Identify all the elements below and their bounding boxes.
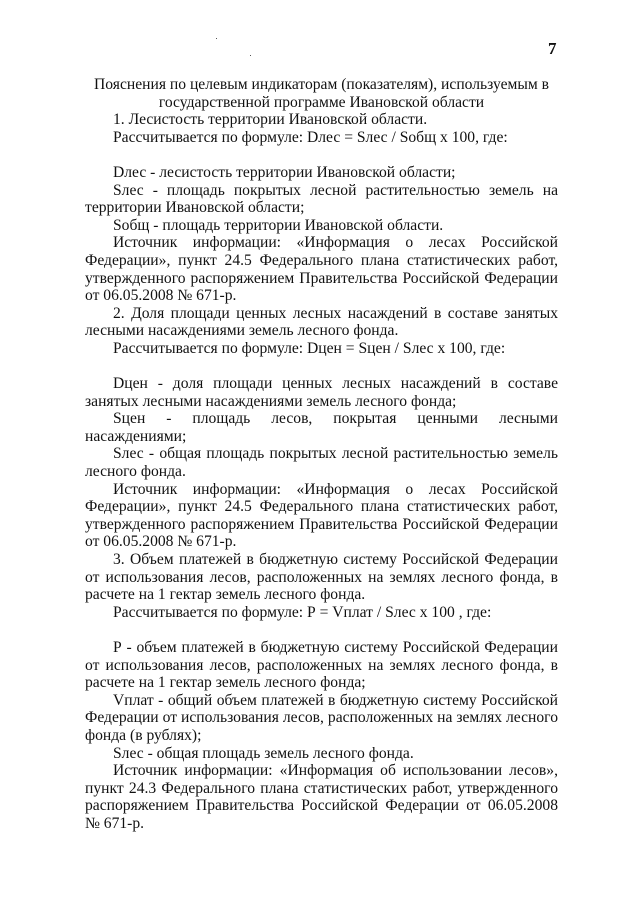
section-3 [85, 551, 558, 833]
spacer [85, 146, 558, 164]
definition: Sлес - площадь покрытых лесной растительностью земель на территории Ивановской области; [85, 181, 558, 217]
spacer [85, 358, 558, 376]
spacer [85, 621, 558, 639]
source: Источник информации: «Информация об использовании лесов», пункт 24.3 Федерального плана статистических работ, утвержденного распоряжением Правительства Российской Федерации от 06.05.2008 № 671-р. [85, 762, 558, 832]
title-line-1: Пояснения по целевым индикаторам (показателям), используемым в [94, 76, 549, 93]
definition: Sлес - общая площадь покрытых лесной растительностью земель лесного фонда. [85, 445, 558, 481]
definition: Vплат - общий объем платежей в бюджетную систему Российской Федерации от использования лесов, расположенных на землях лесного фонда (в рублях); [85, 691, 558, 744]
page-number: 7 [548, 39, 557, 58]
section-1 [85, 111, 558, 305]
document-body [85, 76, 558, 833]
definition: Sцен - площадь лесов, покрытая ценными лесными насаждениями; [85, 410, 558, 445]
source: Источник информации: «Информация о лесах Российской Федерации», пункт 24.5 Федерального плана статистических работ, утвержденного распоряжением Правительства Российской Федерации от 06.05.2008 № 671-р. [85, 234, 558, 305]
formula: Рассчитывается по формуле: Р = Vплат / Sлес х 100 , где: [113, 603, 492, 621]
section-heading: 1. Лесистость территории Ивановской области. [113, 111, 428, 129]
definition: Sобщ - площадь территории Ивановской области. [113, 216, 444, 234]
document-title [85, 76, 558, 111]
section-heading: 2. Доля площади ценных лесных насаждений в составе занятых лесными насаждениями земель лесного фонда. [85, 304, 558, 340]
title-line-2: государственной программе Ивановской области [158, 93, 485, 111]
scan-speck [250, 55, 251, 56]
source: Источник информации: «Информация о лесах Российской Федерации», пункт 24.5 Федерального плана статистических работ, утвержденного распоряжением Правительства Российской Федерации от 06.05.2008 № 671-р. [85, 480, 558, 551]
definition: Р - объем платежей в бюджетную систему Российской Федерации от использования лесов, расположенных на землях лесного фонда, в расчете на 1 гектар земель лесного фонда; [85, 639, 558, 692]
definition: Dцен - доля площади ценных лесных насаждений в составе занятых лесными насаждениями земель лесного фонда; [85, 375, 558, 410]
formula: Рассчитывается по формуле: Dцен = Sцен / Sлес х 100, где: [113, 339, 506, 357]
definition: Sлес - общая площадь земель лесного фонда. [113, 744, 414, 762]
definition: Dлес - лесистость территории Ивановской области; [113, 163, 456, 181]
section-2 [85, 305, 558, 551]
scan-speck [216, 38, 217, 39]
section-heading: 3. Объем платежей в бюджетную систему Российской Федерации от использования лесов, расположенных на землях лесного фонда, в расчете на 1 гектар земель лесного фонда. [85, 551, 558, 604]
formula: Рассчитывается по формуле: Dлес = Sлес / Sобщ х 100, где: [113, 128, 508, 146]
